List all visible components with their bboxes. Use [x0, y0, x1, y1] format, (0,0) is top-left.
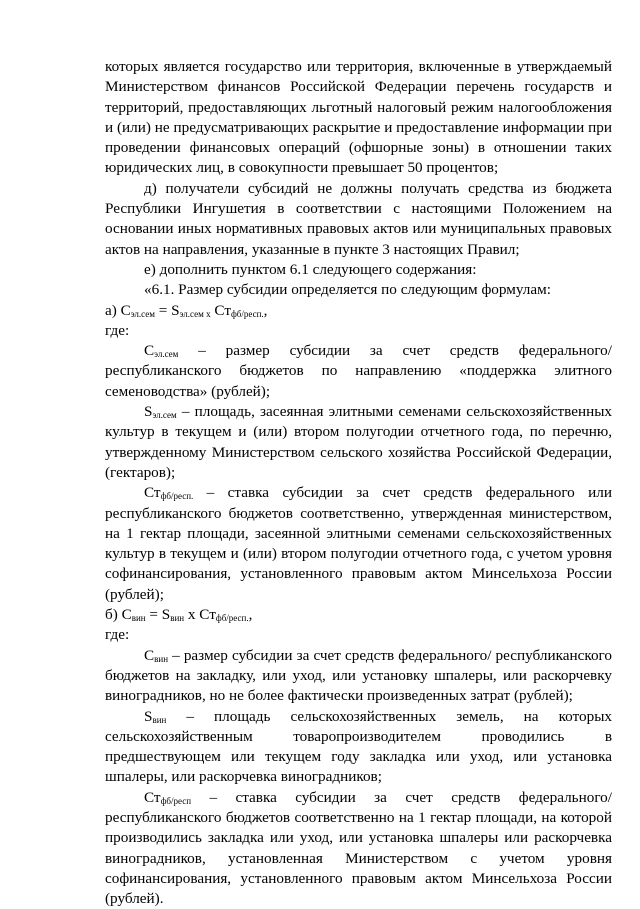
definition-subscript: фб/респ [160, 795, 192, 806]
definition-symbol: Ст [144, 484, 161, 502]
definition-text: – размер субсидии за счет средств федерального/ республиканского бюджетов на закладку, или уход, или установку шпалеры, или раскорчевку виноградников, но не более фактически произведенных затрат (рублей); [105, 646, 612, 705]
formula-b-sub2: вин [170, 613, 185, 624]
definition-symbol: Ст [144, 788, 161, 806]
formula-b-end: , [248, 606, 253, 624]
definition-subscript: эл.сем [152, 410, 177, 421]
definition-symbol: С [144, 646, 155, 664]
formula-b-sub1: вин [131, 613, 146, 624]
where-label-a: где: [105, 321, 130, 339]
definition-text: – ставка субсидии за счет средств федерального/республиканского бюджетов соответственно на 1 гектар площади, на которой производились закладка или уход, или установка шпалеры или раскорчевка виноградников, установленная Министерством с учетом уровня софинансирования, установленного правовым актом Минсельхоза России (рублей). [105, 788, 612, 908]
formula-b-sub3: фб/респ. [215, 613, 249, 624]
formula-b [105, 605, 612, 625]
formula-b-rest: х Ст [184, 606, 216, 624]
definition-s-el-sem [105, 402, 612, 483]
definition-text: – площадь, засеянная элитными семенами сельскохозяйственных культур в текущем и (или) втором полугодии отчетного года, по перечню, утвержденному Министерством сельского хозяйства Российской Федерации, (гектаров); [105, 403, 612, 481]
formula-a-sub2: эл.сем х [179, 308, 211, 319]
definition-subscript: вин [152, 714, 167, 725]
definition-symbol: S [144, 707, 153, 725]
definition-symbol: S [144, 403, 153, 421]
definition-text: – размер субсидии за счет средств федерального/ республиканского бюджетов по направлению «поддержка элитного семеноводства» (рублей); [105, 342, 612, 400]
definition-subscript: вин [154, 653, 169, 664]
definition-text: – площадь сельскохозяйственных земель, на которых сельскохозяйственным товаропроизводителем проводились в предшествующем или текущем году закладка или уход, или установка шпалеры, или раскорчевка виноградников; [105, 707, 612, 786]
paragraph-offshore: которых является государство или территория, включенные в утверждаемый Министерством финансов Российской Федерации перечень государств и территорий, предоставляющих льготный налоговый режим налогообложения и (или) не предусматривающих раскрытие и предоставление информации при проведении финансовых операций (офшорные зоны) в отношении таких юридических лиц, в совокупности превышает 50 процентов; [105, 58, 612, 177]
formula-a [105, 301, 612, 321]
definition-symbol: С [144, 342, 155, 360]
paragraph-6-1: «6.1. Размер субсидии определяется по следующим формулам: [144, 281, 551, 299]
definition-c-vin [105, 646, 612, 707]
where-label-b: где: [105, 626, 130, 644]
formula-b-prefix: б) С [105, 606, 132, 624]
definition-st-fb-resp-vin [105, 788, 612, 909]
definition-st-fb-resp [105, 483, 612, 605]
formula-a-rest: Ст [210, 301, 231, 319]
definition-s-vin [105, 707, 612, 788]
formula-a-sub3: фб/респ. [230, 308, 264, 319]
paragraph-e: е) дополнить пунктом 6.1 следующего содержания: [144, 260, 477, 278]
definition-subscript: эл.сем [154, 349, 179, 360]
definition-text: – ставка субсидии за счет средств федерального или республиканского бюджетов соответственно, утвержденная министерством, на 1 гектар площади, засеянной элитными семенами сельскохозяйственных культур в текущем и (или) втором полугодии отчетного года, с учетом уровня софинансирования, установленного правовым актом Минсельхоза России (рублей); [105, 484, 612, 603]
formula-a-prefix: а) С [105, 301, 131, 319]
paragraph-d: д) получатели субсидий не должны получать средства из бюджета Республики Ингушетия в соответствии с настоящими Положением на основании иных нормативных правовых актов или муниципальных правовых актов на направления, указанные в пункте 3 настоящих Правил; [105, 179, 612, 258]
definition-subscript: фб/респ. [160, 491, 194, 502]
formula-a-sub1: эл.сем [130, 308, 155, 319]
formula-a-eq: = S [154, 301, 180, 319]
formula-b-eq: = S [145, 606, 171, 624]
formula-a-end: , [263, 301, 268, 319]
document-body [105, 57, 612, 909]
definition-c-el-sem [105, 341, 612, 402]
